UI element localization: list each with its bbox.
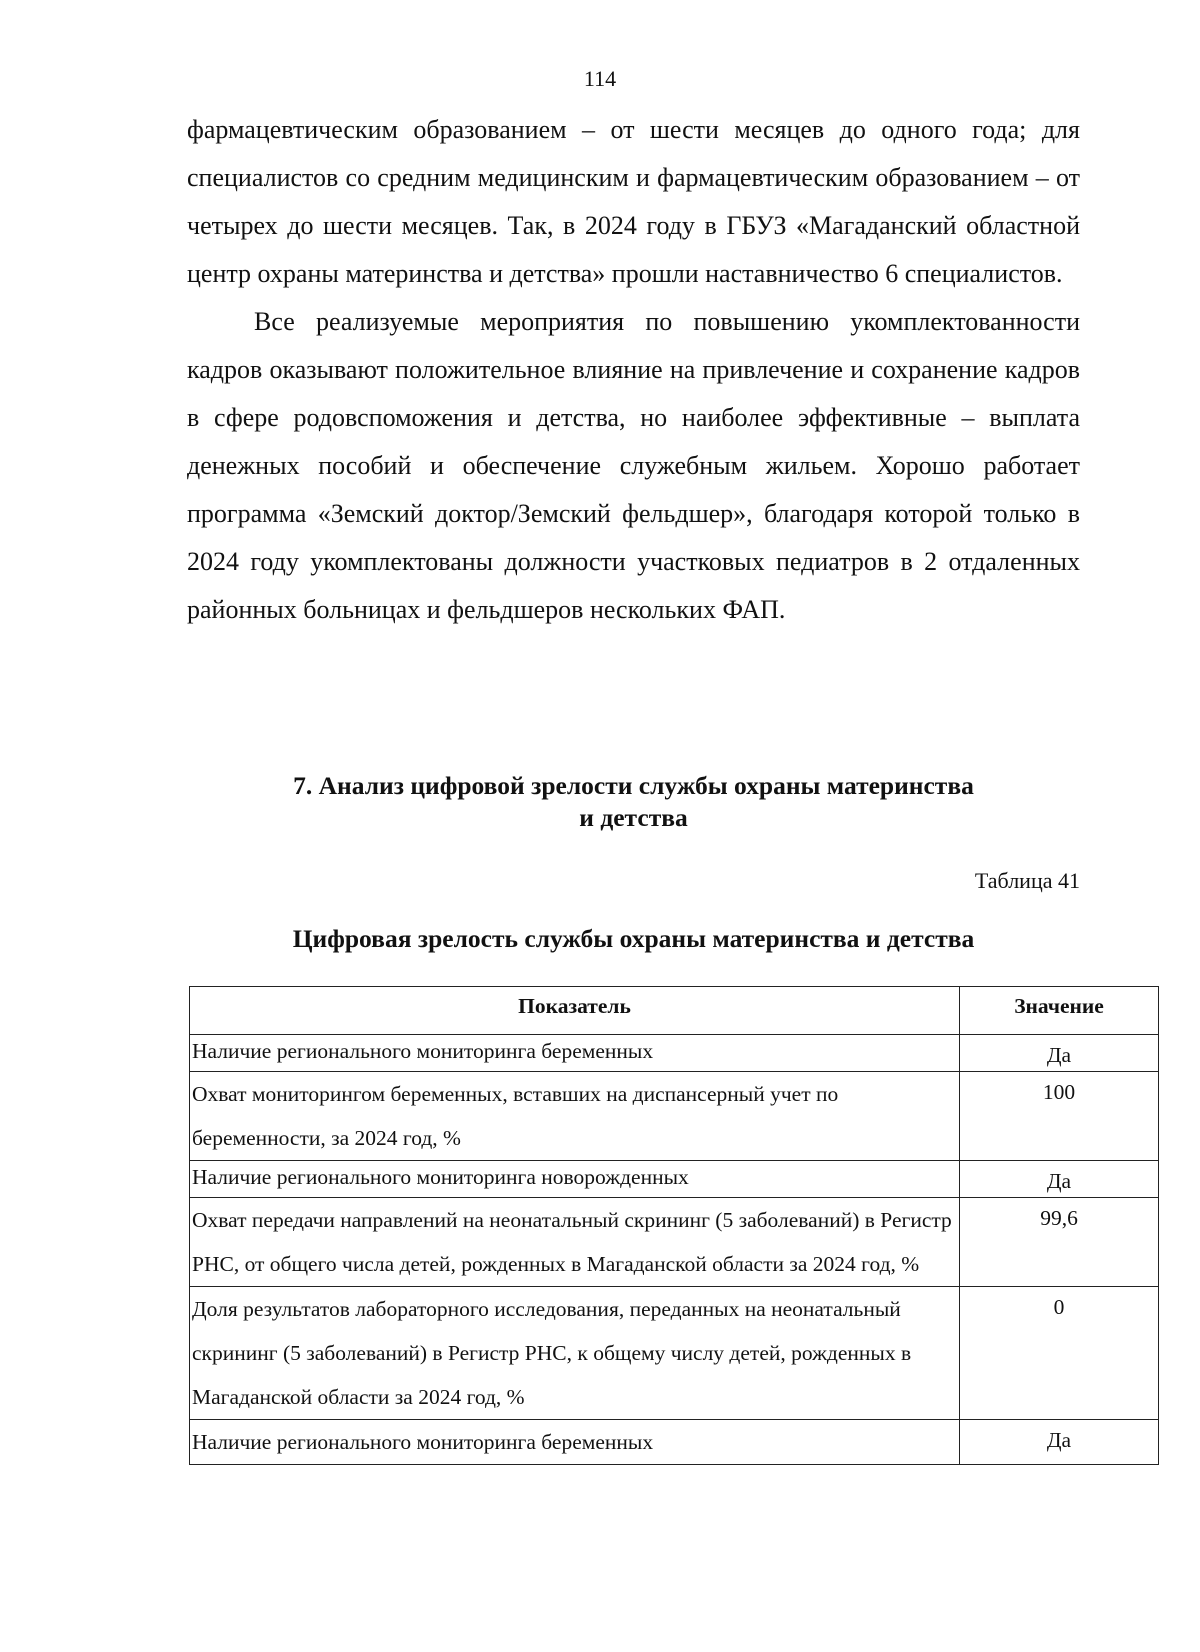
- table-header-row: [190, 987, 1159, 1035]
- table-row: [190, 1161, 1159, 1198]
- table-cell-indicator: Охват мониторингом беременных, вставших на диспансерный учет по беременности, за 2024 год, %: [190, 1072, 960, 1161]
- body-text: [187, 106, 1080, 634]
- table-row: [190, 1287, 1159, 1420]
- section-heading-line-1: 7. Анализ цифровой зрелости службы охраны материнства: [293, 771, 974, 800]
- table-cell-value: Да: [960, 1161, 1159, 1198]
- header-value: Значение: [960, 987, 1159, 1035]
- table-cell-indicator: Наличие регионального мониторинга беременных: [190, 1420, 960, 1465]
- table-row: [190, 1072, 1159, 1161]
- table-cell-value: Да: [960, 1420, 1159, 1465]
- table-cell-indicator: Охват передачи направлений на неонатальный скрининг (5 заболеваний) в Регистр РНС, от общего числа детей, рожденных в Магаданской области за 2024 год, %: [190, 1198, 960, 1287]
- table-row: [190, 1420, 1159, 1465]
- section-heading-line-2: и детства: [579, 803, 688, 832]
- table-cell-indicator: Наличие регионального мониторинга новорожденных: [190, 1161, 960, 1198]
- table-cell-value: 100: [960, 1072, 1159, 1161]
- section-heading: [187, 770, 1080, 834]
- table-number-label: Таблица 41: [974, 868, 1080, 893]
- table-cell-value: Да: [960, 1035, 1159, 1072]
- header-indicator: Показатель: [190, 987, 960, 1035]
- table-row: [190, 1035, 1159, 1072]
- table-cell-value: 0: [960, 1287, 1159, 1420]
- paragraph-staffing-measures: Все реализуемые мероприятия по повышению укомплектованности кадров оказывают положительное влияние на привлечение и сохранение кадров в сфере родовспоможения и детства, но наиболее эффективные – выплата денежных пособий и обеспечение служебным жильем. Хорошо работает программа «Земский доктор/Земский фельдшер», благодаря которой только в 2024 году укомплектованы должности участковых педиатров в 2 отдаленных районных больницах и фельдшеров нескольких ФАП.: [187, 307, 1080, 624]
- page-number: 114: [583, 66, 617, 91]
- table-cell-indicator: Наличие регионального мониторинга беременных: [190, 1035, 960, 1072]
- table-cell-indicator: Доля результатов лабораторного исследования, переданных на неонатальный скрининг (5 заболеваний) в Регистр РНС, к общему числу детей, рожденных в Магаданской области за 2024 год, %: [190, 1287, 960, 1420]
- digital-maturity-table: [189, 986, 1159, 1465]
- table-cell-value: 99,6: [960, 1198, 1159, 1287]
- table-row: [190, 1198, 1159, 1287]
- table-title: Цифровая зрелость службы охраны материнства и детства: [292, 924, 975, 953]
- paragraph-mentoring: фармацевтическим образованием – от шести месяцев до одного года; для специалистов со средним медицинским и фармацевтическим образованием – от четырех до шести месяцев. Так, в 2024 году в ГБУЗ «Магаданский областной центр охраны материнства и детства» прошли наставничество 6 специалистов.: [187, 115, 1080, 288]
